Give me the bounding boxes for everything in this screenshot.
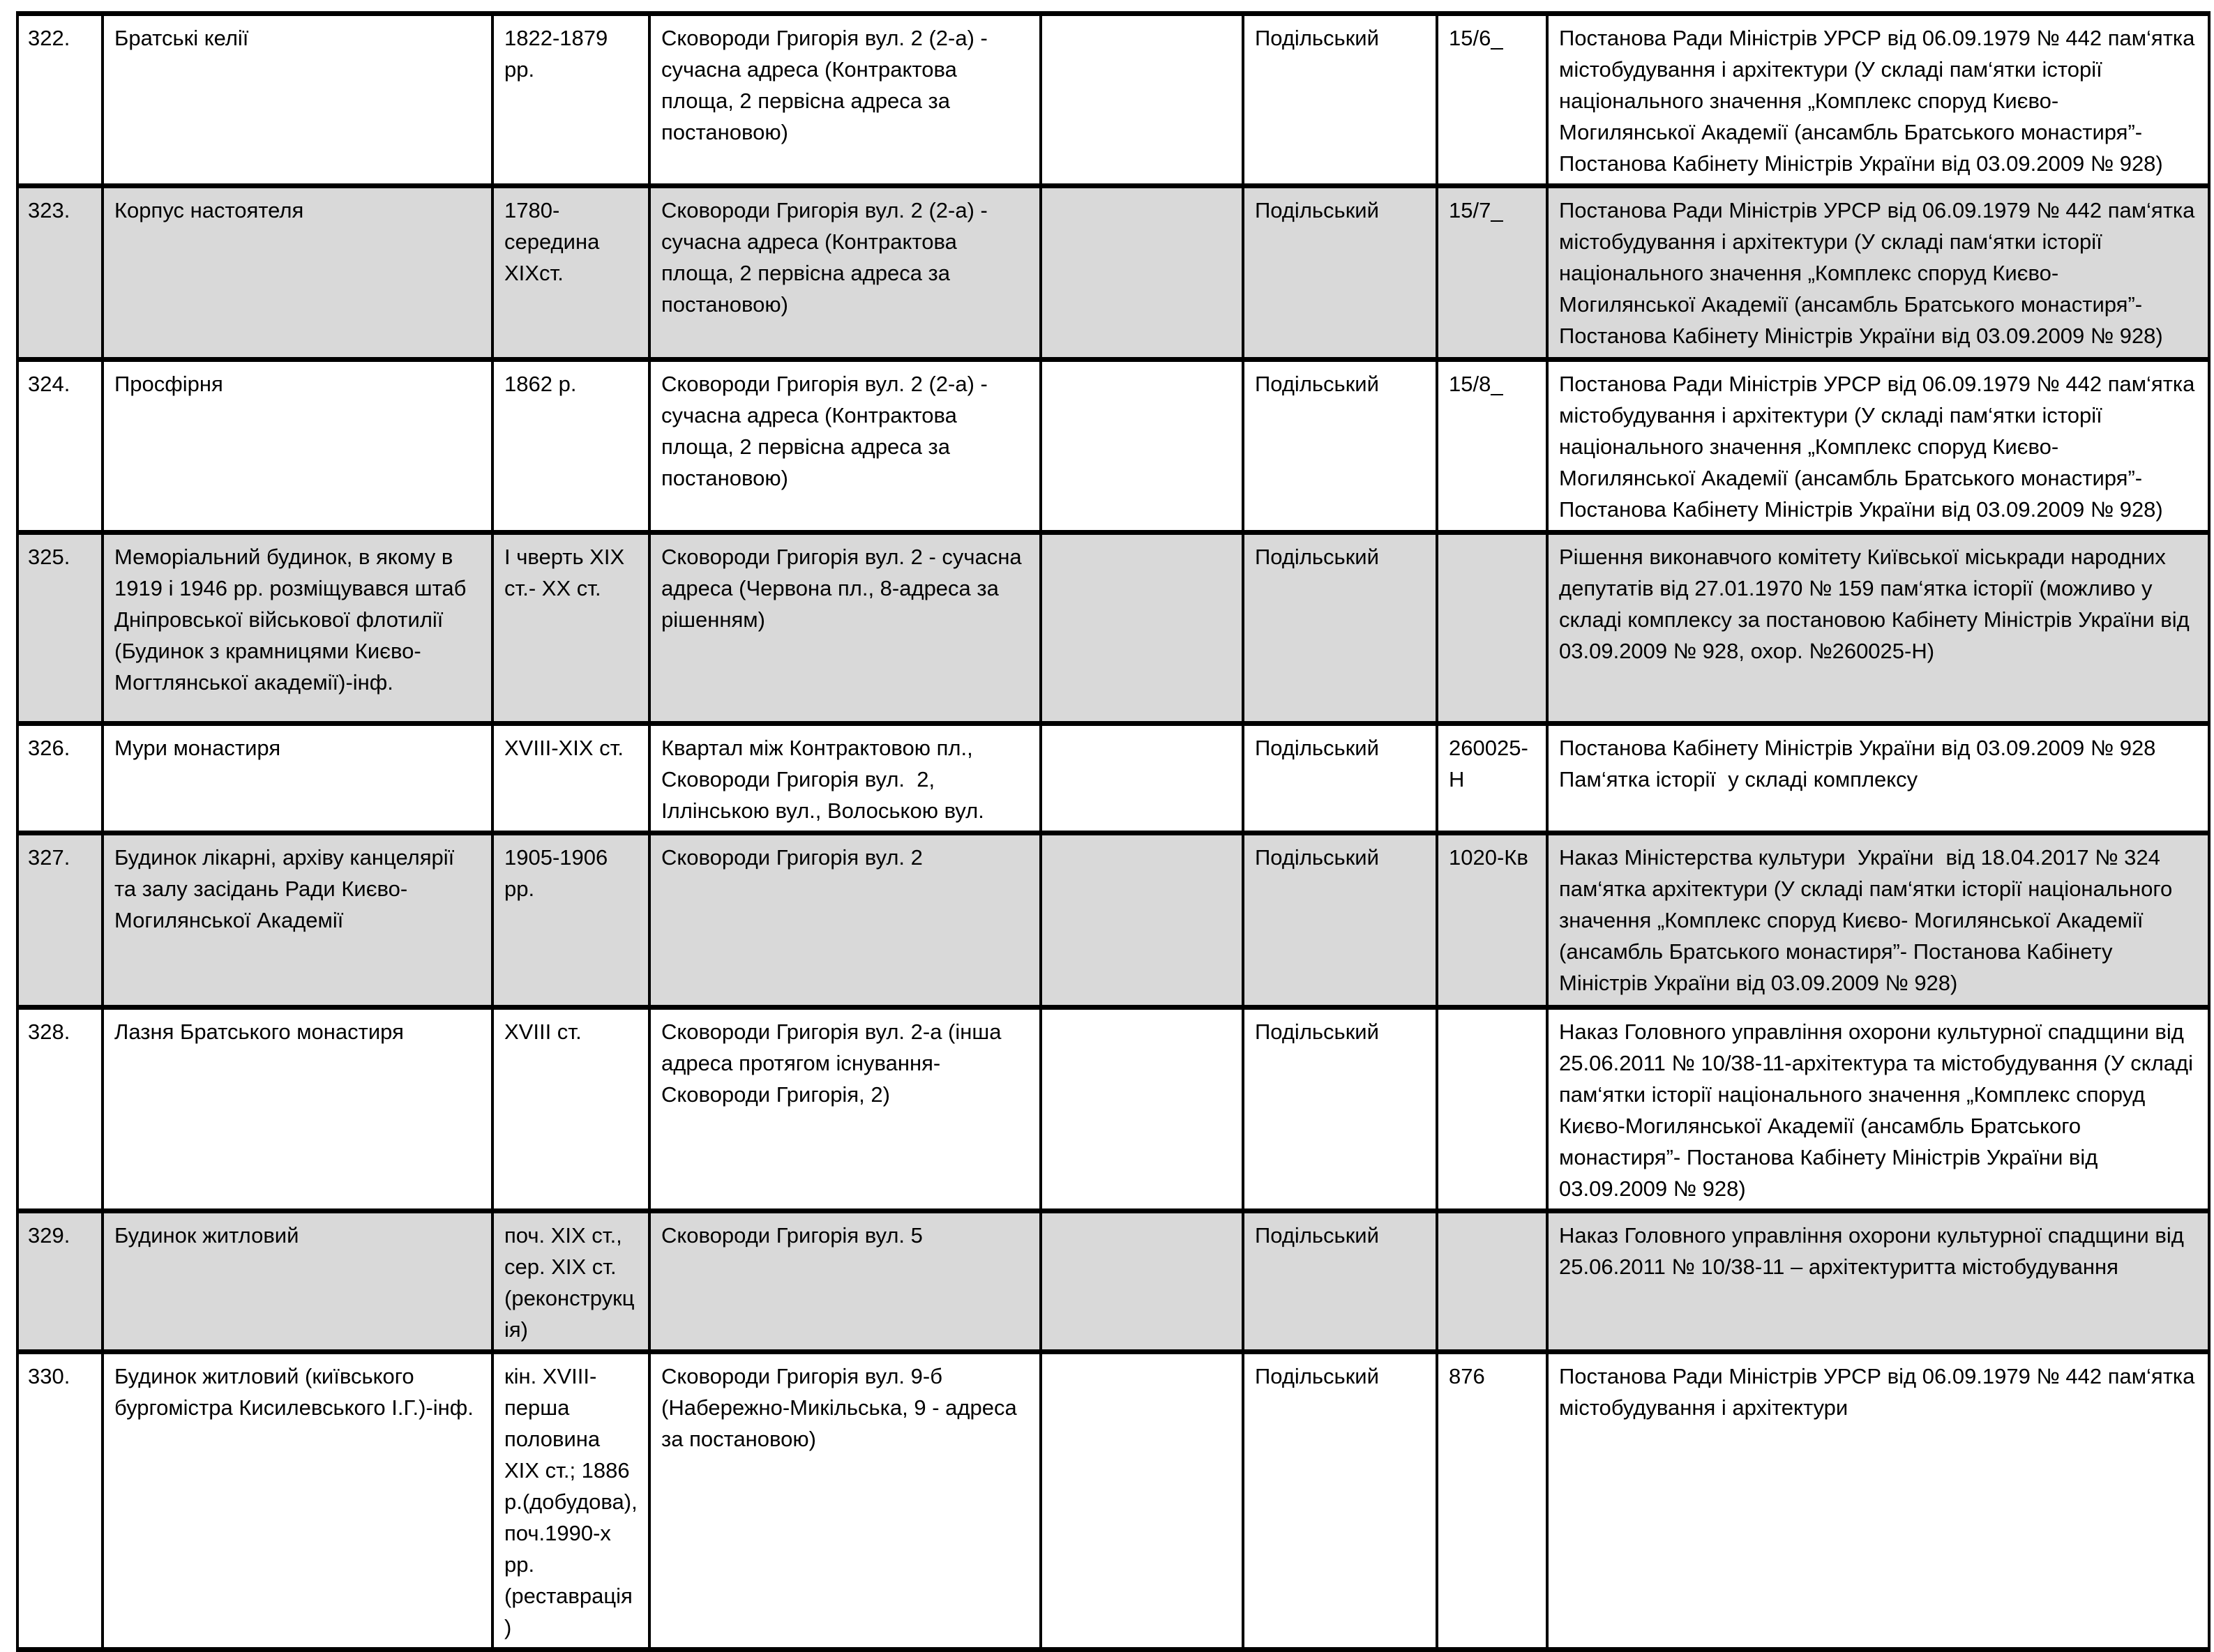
cell-reg_number: 876: [1437, 1352, 1547, 1650]
cell-date: поч. XIX ст., сер. XIX ст. (реконструкція): [492, 1211, 649, 1352]
cell-name: Братські келії: [103, 14, 492, 186]
cell-district: Подільський: [1243, 186, 1437, 360]
cell-extra: [1041, 833, 1243, 1008]
cell-date: 1905-1906 рр.: [492, 833, 649, 1008]
cell-name: Лазня Братського монастиря: [103, 1008, 492, 1211]
table-row: [17, 533, 2209, 724]
cell-reg_number: 260025-Н: [1437, 724, 1547, 833]
cell-date: 1822-1879 рр.: [492, 14, 649, 186]
cell-legal_basis: Постанова Ради Міністрів УРСР від 06.09.1979 № 442 пам‘ятка містобудування і архітектури (У складі пам‘ятки історії національного значення „Комплекс споруд Києво- Могилянської Академії (ансамбль Братського монастиря”- Постанова Кабінету Міністрів України від 03.09.2009 № 928): [1547, 14, 2209, 186]
cell-number: 327.: [17, 833, 103, 1008]
cell-legal_basis: Наказ Міністерства культури України від 18.04.2017 № 324 пам‘ятка архітектури (У складі пам‘ятки історії національного значення „Комплекс споруд Києво- Могилянської Академії (ансамбль Братського монастиря”- Постанова Кабінету Міністрів України від 03.09.2009 № 928): [1547, 833, 2209, 1008]
cell-district: Подільський: [1243, 1211, 1437, 1352]
cell-name: Просфірня: [103, 360, 492, 533]
cell-address: Сковороди Григорія вул. 2 - сучасна адреса (Червона пл., 8-адреса за рішенням): [649, 533, 1041, 724]
cell-number: 329.: [17, 1211, 103, 1352]
cell-district: Подільський: [1243, 724, 1437, 833]
cell-legal_basis: Наказ Головного управління охорони культурної спадщини від 25.06.2011 № 10/38-11 – архітектуритта містобудування: [1547, 1211, 2209, 1352]
cell-name: Мури монастиря: [103, 724, 492, 833]
cell-legal_basis: Наказ Головного управління охорони культурної спадщини від 25.06.2011 № 10/38-11-архітектура та містобудування (У складі пам‘ятки історії національного значення „Комплекс споруд Києво-Могилянської Академії (ансамбль Братського монастиря”- Постанова Кабінету Міністрів України від 03.09.2009 № 928): [1547, 1008, 2209, 1211]
table-row: [17, 1352, 2209, 1650]
cell-number: 324.: [17, 360, 103, 533]
cell-address: Сковороди Григорія вул. 2: [649, 833, 1041, 1008]
cell-name: Будинок житловий (київського бургомістра Кисилевського І.Г.)-інф.: [103, 1352, 492, 1650]
cell-reg_number: [1437, 1008, 1547, 1211]
cell-legal_basis: Постанова Кабінету Міністрів України від 03.09.2009 № 928 Пам‘ятка історії у складі комплексу: [1547, 724, 2209, 833]
cell-extra: [1041, 14, 1243, 186]
cell-number: 325.: [17, 533, 103, 724]
cell-extra: [1041, 724, 1243, 833]
table-row: [17, 14, 2209, 186]
cell-address: Сковороди Григорія вул. 2 (2-а) - сучасна адреса (Контрактова площа, 2 первісна адреса за постановою): [649, 186, 1041, 360]
cell-name: Меморіальний будинок, в якому в 1919 і 1946 рр. розміщувався штаб Дніпровської військової флотилії (Будинок з крамницями Києво-Могтлянської академії)-інф.: [103, 533, 492, 724]
cell-district: Подільський: [1243, 1352, 1437, 1650]
cell-address: Сковороди Григорія вул. 5: [649, 1211, 1041, 1352]
cell-date: 1780-середина XIXст.: [492, 186, 649, 360]
cell-reg_number: 15/7_: [1437, 186, 1547, 360]
cell-address: Сковороди Григорія вул. 2 (2-а) - сучасна адреса (Контрактова площа, 2 первісна адреса за постановою): [649, 14, 1041, 186]
table-row: [17, 833, 2209, 1008]
cell-number: 330.: [17, 1352, 103, 1650]
cell-address: Квартал між Контрактовою пл., Сковороди Григорія вул. 2, Іллінською вул., Волоською вул.: [649, 724, 1041, 833]
cell-district: Подільський: [1243, 14, 1437, 186]
cell-extra: [1041, 186, 1243, 360]
cell-date: І чверть XIX ст.- XX ст.: [492, 533, 649, 724]
cell-district: Подільський: [1243, 833, 1437, 1008]
cell-address: Сковороди Григорія вул. 2 (2-а) - сучасна адреса (Контрактова площа, 2 первісна адреса за постановою): [649, 360, 1041, 533]
cell-date: кін. XVIII- перша половина XIX ст.; 1886 р.(добудова), поч.1990-х рр. (реставрація): [492, 1352, 649, 1650]
table-row: [17, 360, 2209, 533]
cell-number: 326.: [17, 724, 103, 833]
cell-number: 323.: [17, 186, 103, 360]
cell-name: Будинок лікарні, архіву канцелярії та залу засідань Ради Києво-Могилянської Академії: [103, 833, 492, 1008]
cell-reg_number: 1020-Кв: [1437, 833, 1547, 1008]
table-row: [17, 1211, 2209, 1352]
cell-reg_number: 15/8_: [1437, 360, 1547, 533]
cell-name: Будинок житловий: [103, 1211, 492, 1352]
cell-reg_number: [1437, 533, 1547, 724]
cell-legal_basis: Постанова Ради Міністрів УРСР від 06.09.1979 № 442 пам‘ятка містобудування і архітектури (У складі пам‘ятки історії національного значення „Комплекс споруд Києво- Могилянської Академії (ансамбль Братського монастиря”- Постанова Кабінету Міністрів України від 03.09.2009 № 928): [1547, 360, 2209, 533]
cell-number: 322.: [17, 14, 103, 186]
table-row: [17, 1008, 2209, 1211]
cell-reg_number: [1437, 1211, 1547, 1352]
cell-extra: [1041, 533, 1243, 724]
cell-legal_basis: Постанова Ради Міністрів УРСР від 06.09.1979 № 442 пам‘ятка містобудування і архітектури: [1547, 1352, 2209, 1650]
cell-legal_basis: Рішення виконавчого комітету Київської міськради народних депутатів від 27.01.1970 № 159 пам‘ятка історії (можливо у складі комплексу за постановою Кабінету Міністрів України від 03.09.2009 № 928, охор. №260025-Н): [1547, 533, 2209, 724]
cell-address: Сковороди Григорія вул. 9-б (Набережно-Микільська, 9 - адреса за постановою): [649, 1352, 1041, 1650]
cell-date: 1862 р.: [492, 360, 649, 533]
cell-extra: [1041, 360, 1243, 533]
table-row: [17, 724, 2209, 833]
table-row: [17, 186, 2209, 360]
monuments-register-table: [16, 11, 2211, 1652]
cell-extra: [1041, 1008, 1243, 1211]
cell-number: 328.: [17, 1008, 103, 1211]
cell-date: XVIII ст.: [492, 1008, 649, 1211]
cell-extra: [1041, 1211, 1243, 1352]
cell-district: Подільський: [1243, 1008, 1437, 1211]
cell-legal_basis: Постанова Ради Міністрів УРСР від 06.09.1979 № 442 пам‘ятка містобудування і архітектури (У складі пам‘ятки історії національного значення „Комплекс споруд Києво- Могилянської Академії (ансамбль Братського монастиря”- Постанова Кабінету Міністрів України від 03.09.2009 № 928): [1547, 186, 2209, 360]
cell-district: Подільський: [1243, 360, 1437, 533]
cell-address: Сковороди Григорія вул. 2-а (інша адреса протягом існування- Сковороди Григорія, 2): [649, 1008, 1041, 1211]
cell-district: Подільський: [1243, 533, 1437, 724]
cell-name: Корпус настоятеля: [103, 186, 492, 360]
cell-reg_number: 15/6_: [1437, 14, 1547, 186]
cell-extra: [1041, 1352, 1243, 1650]
cell-date: XVIII-XIX ст.: [492, 724, 649, 833]
